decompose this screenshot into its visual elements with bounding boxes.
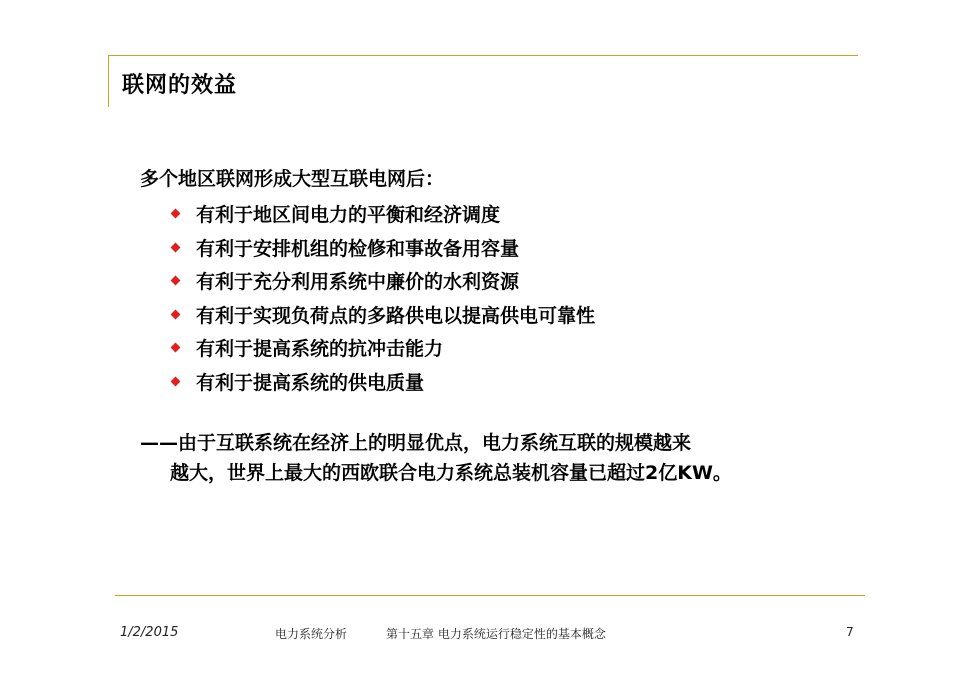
footer-course: 电力系统分析 <box>275 627 348 641</box>
intro-text: 多个地区联网形成大型互联电网后： <box>140 168 445 190</box>
diamond-bullet-icon <box>171 343 181 353</box>
bullet-text: 有利于地区间电力的平衡和经济调度 <box>196 204 501 227</box>
diamond-bullet-icon <box>171 209 181 219</box>
diamond-bullet-icon <box>171 242 181 252</box>
bullet-text: 有利于实现负荷点的多路供电以提高供电可靠性 <box>196 304 596 327</box>
title-rule-top <box>108 55 858 56</box>
bullet-item <box>168 365 595 399</box>
conclusion-line-2: 越大，世界上最大的西欧联合电力系统总装机容量已超过2亿KW。 <box>170 462 732 484</box>
footer-date: 1/2/2015 <box>120 625 179 640</box>
bullet-text: 有利于安排机组的检修和事故备用容量 <box>196 237 520 260</box>
bullet-text: 有利于提高系统的供电质量 <box>196 371 425 394</box>
bullet-text: 有利于提高系统的抗冲击能力 <box>196 338 444 361</box>
bullet-item <box>168 298 595 332</box>
diamond-bullet-icon <box>171 309 181 319</box>
slide-title: 联网的效益 <box>122 73 238 98</box>
bullet-list <box>168 197 595 398</box>
bullet-item <box>168 231 595 265</box>
page-number: 7 <box>846 625 854 639</box>
footer-chapter: 第十五章 电力系统运行稳定性的基本概念 <box>386 627 606 641</box>
bullet-item <box>168 331 595 365</box>
bullet-item <box>168 264 595 298</box>
bullet-item <box>168 197 595 231</box>
diamond-bullet-icon <box>171 276 181 286</box>
footer-rule <box>115 595 865 596</box>
conclusion-line-1: ——由于互联系统在经济上的明显优点，电力系统互联的规模越来 <box>140 432 692 454</box>
diamond-bullet-icon <box>171 376 181 386</box>
title-rule-left <box>108 55 109 107</box>
bullet-text: 有利于充分利用系统中廉价的水利资源 <box>196 271 520 294</box>
conclusion-paragraph <box>140 428 840 488</box>
